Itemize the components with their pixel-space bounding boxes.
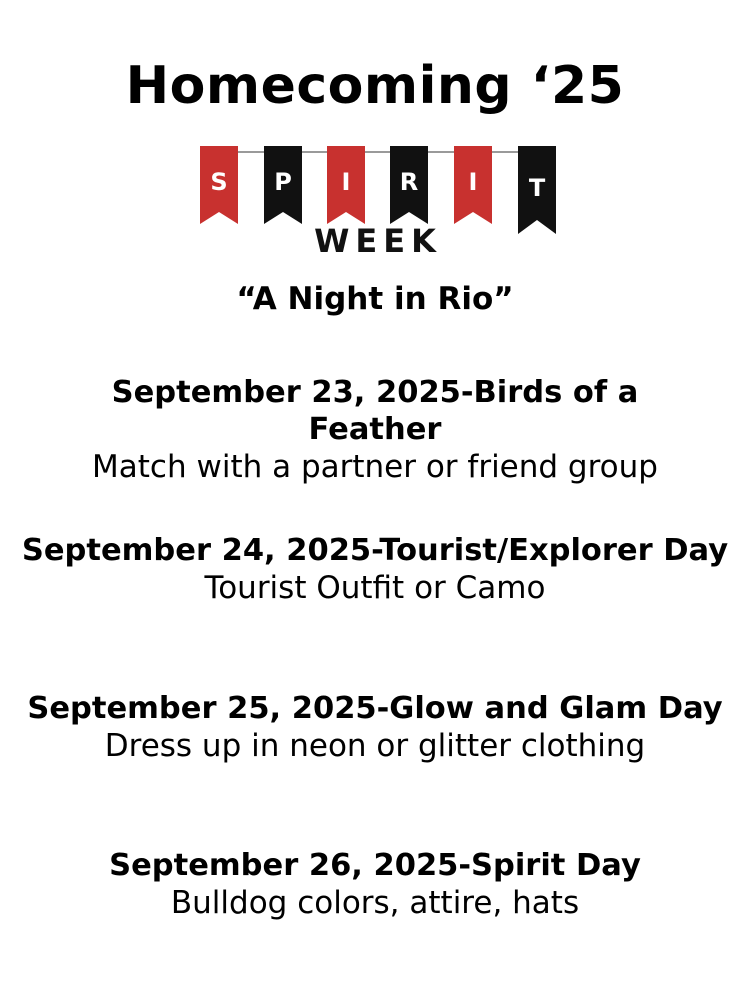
banner-flag-2 bbox=[264, 146, 302, 224]
flag-4-letter: R bbox=[399, 168, 419, 196]
day-description: Match with a partner or friend group bbox=[92, 449, 658, 485]
flag-1-letter: S bbox=[210, 168, 228, 196]
day-description: Dress up in neon or glitter clothing bbox=[104, 728, 646, 764]
logo-word: WEEK bbox=[314, 222, 442, 260]
flag-6-letter: T bbox=[528, 174, 546, 202]
day-entry bbox=[20, 690, 730, 765]
day-title: September 26, 2025-Spirit Day bbox=[109, 848, 641, 883]
banner-flag-1 bbox=[200, 146, 238, 224]
day-entry bbox=[40, 374, 710, 486]
day-title: September 24, 2025-Tourist/Explorer Day bbox=[21, 533, 729, 568]
banner-flag-6 bbox=[518, 146, 556, 234]
theme-text: “A Night in Rio” bbox=[236, 281, 514, 317]
day-entry bbox=[20, 532, 730, 607]
banner-flag-4 bbox=[390, 146, 428, 224]
day-entry bbox=[40, 847, 710, 922]
banner-flag-3 bbox=[327, 146, 365, 224]
day-title: September 23, 2025-Birds of a Feather bbox=[111, 375, 639, 447]
day-description: Bulldog colors, attire, hats bbox=[170, 885, 580, 921]
flag-2-letter: P bbox=[274, 168, 292, 196]
day-description: Tourist Outfit or Camo bbox=[204, 570, 546, 606]
flyer-title: Homecoming ‘25 bbox=[125, 56, 625, 116]
flag-3-letter: I bbox=[341, 168, 351, 196]
flag-5-letter: I bbox=[468, 168, 478, 196]
banner-flag-5 bbox=[454, 146, 492, 224]
spirit-week-logo bbox=[196, 138, 560, 262]
day-title: September 25, 2025-Glow and Glam Day bbox=[27, 691, 723, 726]
